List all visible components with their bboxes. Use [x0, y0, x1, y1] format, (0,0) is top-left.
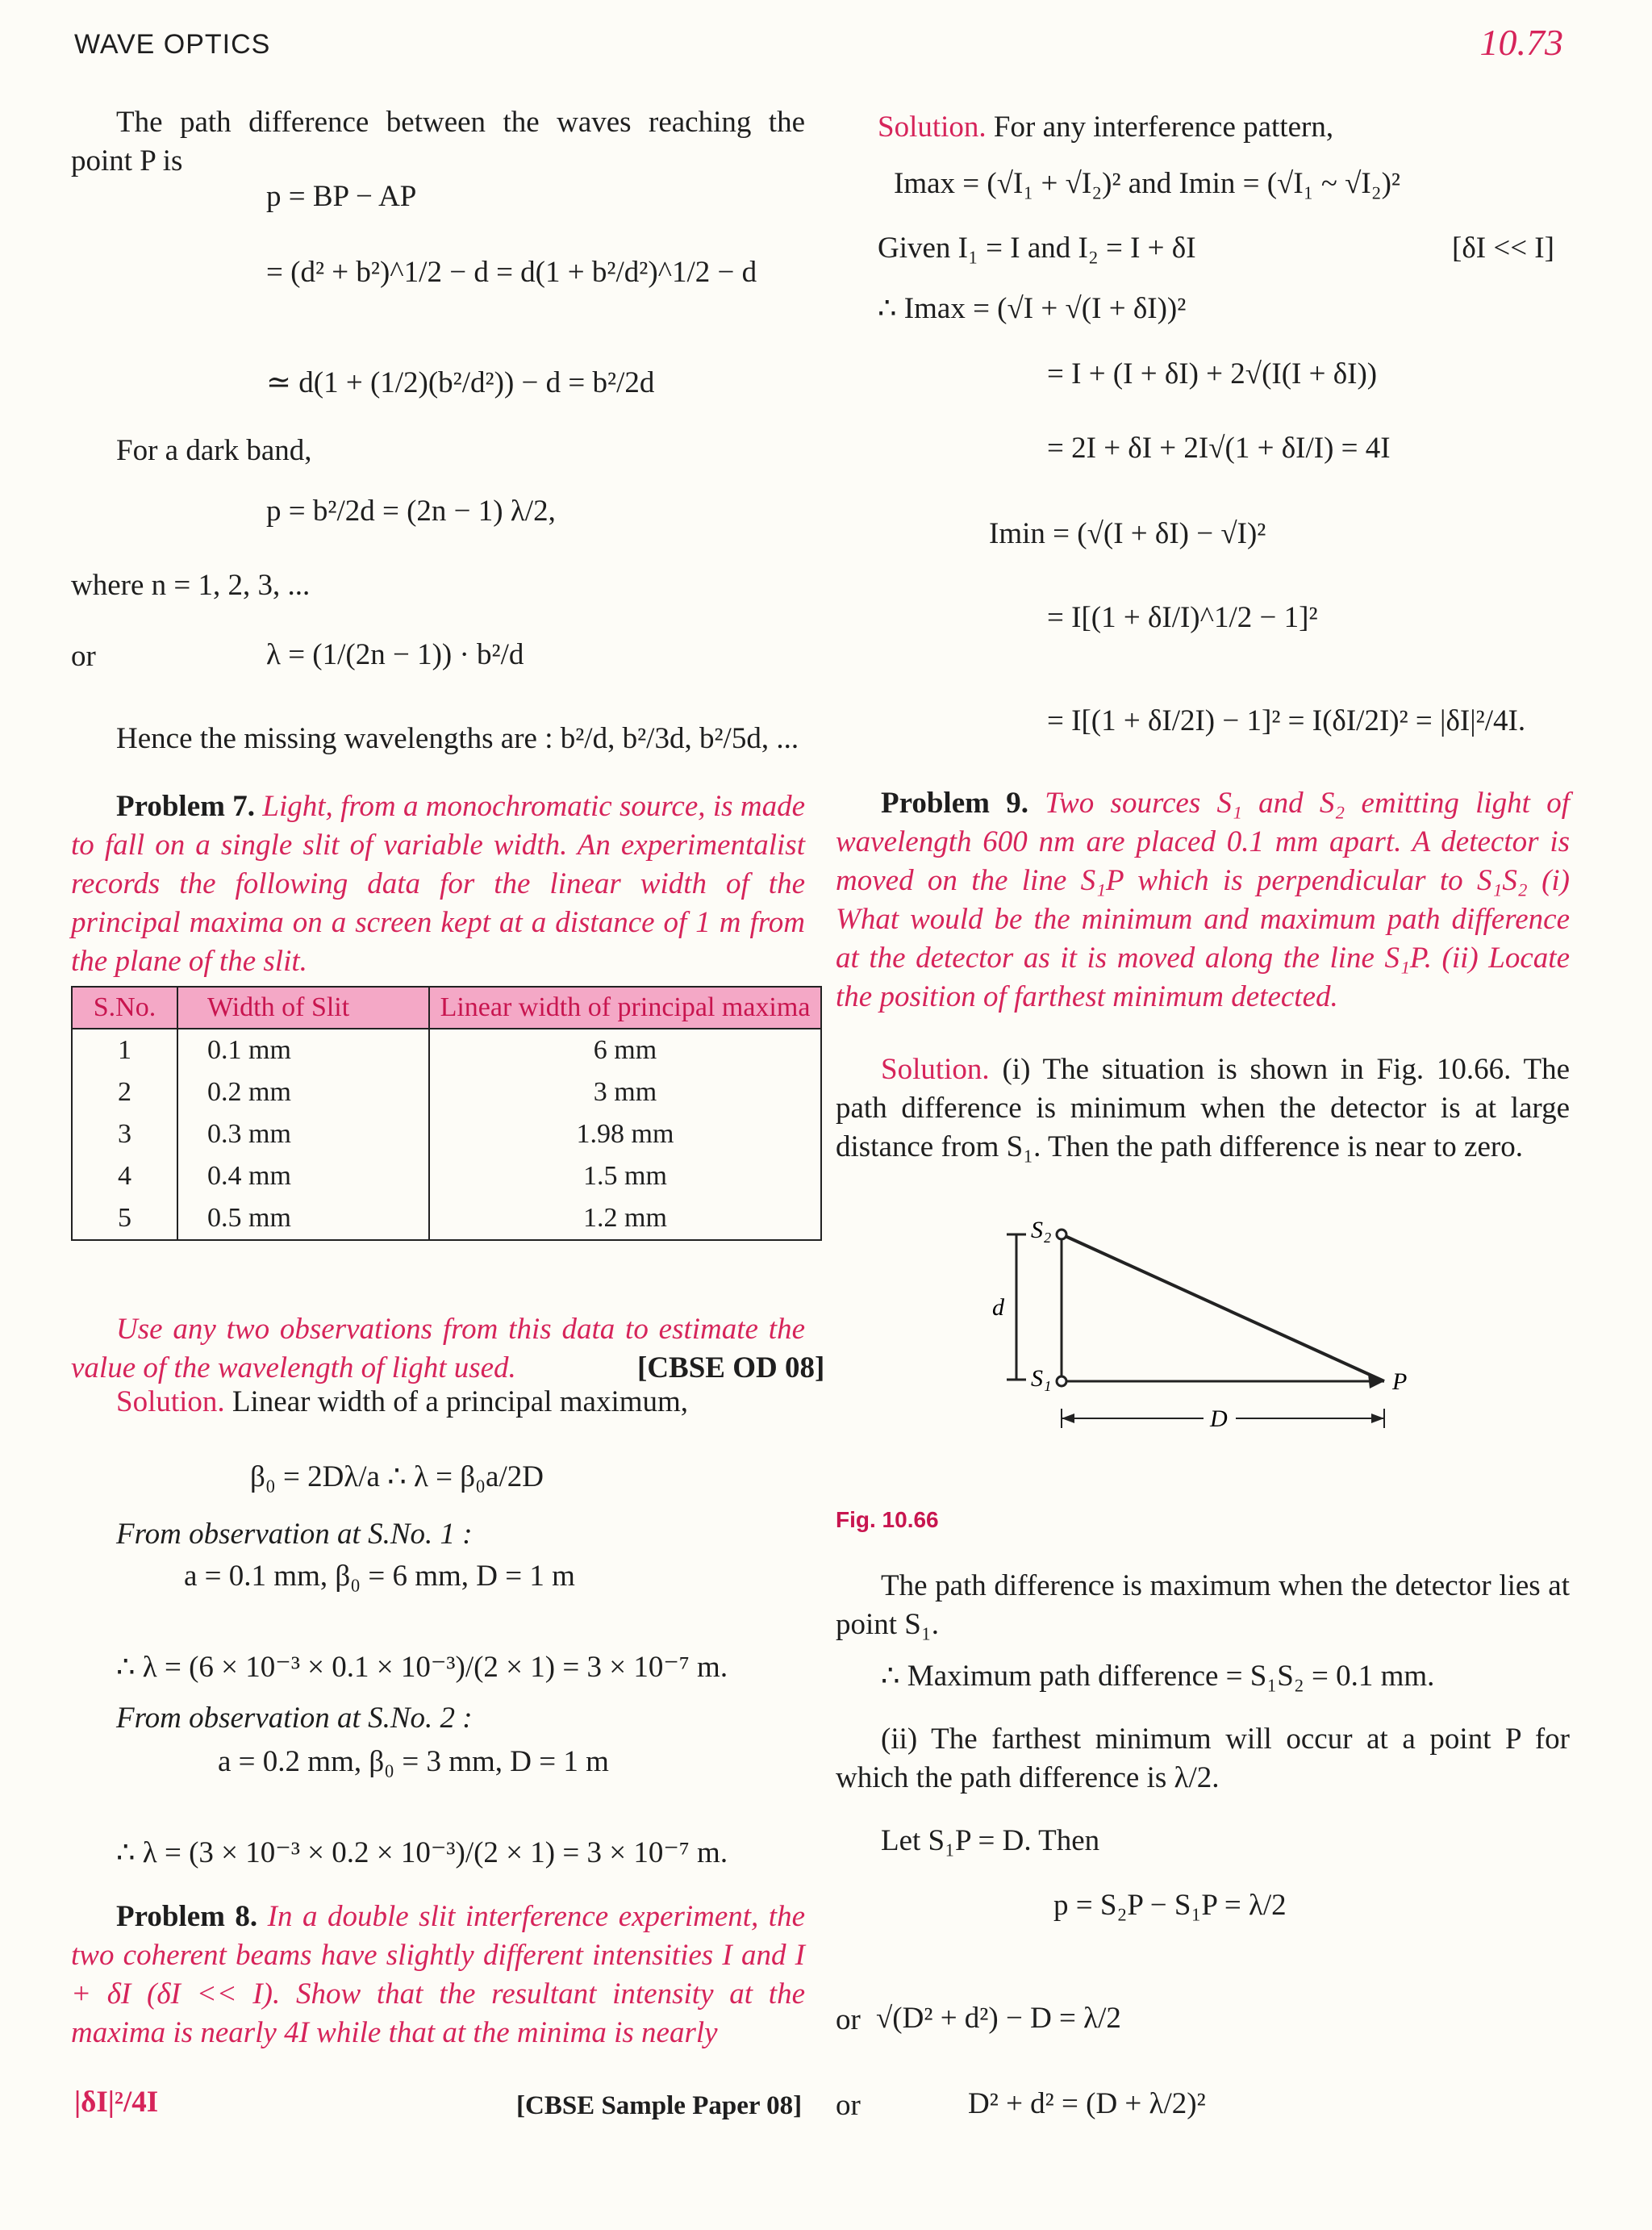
label-p: P: [1392, 1368, 1408, 1395]
calculation-1: ∴ λ = (6 × 10⁻³ × 0.1 × 10⁻³)/(2 × 1) = 3 × 10⁻⁷ m.: [116, 1651, 728, 1684]
given-note: [δI << I]: [1452, 232, 1554, 265]
or-word-left: or: [71, 640, 96, 673]
problem-9-text: Two sources S₁ and S₂ emitting light of wavelength 600 nm are placed 0.1 mm apart. A detector is moved on the line S₁P which is perpendicular to S₁S₂ (i) What would be the minimum and maximum path difference at the detector as it is moved along the line S₁P. (ii) Locate the position of farthest minimum detected.: [836, 787, 1570, 1013]
problem-8-reference: [CBSE Sample Paper 08]: [516, 2091, 803, 2120]
intro-text: The path difference between the waves reaching the point P is: [71, 106, 805, 177]
observation-1: From observation at S.No. 1 :: [116, 1518, 473, 1551]
let-text: Let S₁P = D. Then: [881, 1824, 1100, 1857]
table-cell: 1.5 mm: [429, 1155, 821, 1197]
maximum-text: The path difference is maximum when the detector lies at point S₁.: [836, 1569, 1570, 1641]
calculation-2: ∴ λ = (3 × 10⁻³ × 0.2 × 10⁻³)/(2 × 1) = 3 × 10⁻⁷ m.: [116, 1836, 728, 1869]
table-cell: 6 mm: [429, 1029, 821, 1071]
missing-wavelengths: Hence the missing wavelengths are : b²/d, b²/3d, b²/5d, ...: [116, 722, 799, 755]
problem-7-text: Light, from a monochromatic source, is made to fall on a single slit of variable width. An experimentalist records the following data for the linear width of the principal maxima on a screen kept at a distance of 1 m from the plane of the slit.: [71, 790, 806, 978]
equation-r6: = I[(1 + δI/2I) − 1]² = I(δI/2I)² = |δI|²/4I.: [1047, 704, 1526, 737]
given-text: Given I₁ = I and I₂ = I + δI: [878, 232, 1196, 265]
problem-8-label: Problem 8.: [116, 1900, 258, 1933]
where-text: where n = 1, 2, 3, ...: [71, 569, 311, 602]
problem-7-task: Use any two observations from this data to estimate the value of the wavelength of light used.: [71, 1313, 805, 1384]
equation-f2: √(D² + d²) − D = λ/2: [876, 2002, 1121, 2035]
equation-f3: D² + d² = (D + λ/2)²: [968, 2087, 1206, 2120]
figure-10-66: [984, 1210, 1436, 1485]
problem-8-text: In a double slit interference experiment, the two coherent beams have slightly different intensities I and I + δI (δI << I). Show that the resultant intensity at the maxima is nearly 4I while that at the minima is nearly: [71, 1900, 805, 2049]
table-cell: 1.98 mm: [429, 1113, 821, 1155]
table-row: [72, 1197, 821, 1240]
equation-imax-imin: Imax = (√I₁ + √I₂)² and Imin = (√I₁ ~ √I₂)²: [894, 167, 1401, 200]
solution-7-text: Linear width of a principal maximum,: [232, 1385, 689, 1418]
observation-2: From observation at S.No. 2 :: [116, 1702, 473, 1735]
equation-dark-band: p = b²/2d = (2n − 1) λ/2,: [266, 495, 556, 528]
or-word-right-2: or: [836, 2089, 861, 2122]
table-cell: 2: [72, 1071, 177, 1113]
solution-8-text: For any interference pattern,: [993, 111, 1334, 144]
solution-8: [878, 108, 1333, 147]
problem-7: [71, 787, 805, 981]
solution-8-label: Solution.: [878, 111, 987, 144]
equation-path-3: ≃ d(1 + (1/2)(b²/d²)) − d = b²/2d: [266, 366, 655, 399]
table-cell: 4: [72, 1155, 177, 1197]
problem-9-label: Problem 9.: [881, 787, 1028, 820]
equation-path-2: = (d² + b²)^1/2 − d = d(1 + b²/d²)^1/2 − d: [266, 256, 757, 289]
table-header-linear-width: Linear width of principal maxima: [429, 987, 821, 1029]
data-table: [71, 986, 822, 1241]
solution-7: [116, 1383, 688, 1422]
observation-1-values: a = 0.1 mm, β₀ = 6 mm, D = 1 m: [184, 1560, 575, 1593]
chapter-title: WAVE OPTICS: [74, 29, 271, 60]
figure-caption: Fig. 10.66: [836, 1507, 939, 1532]
solution-7-label: Solution.: [116, 1385, 225, 1418]
table-cell: 3: [72, 1113, 177, 1155]
table-cell: 5: [72, 1197, 177, 1240]
table-cell: 0.2 mm: [177, 1071, 429, 1113]
label-s1: S₁: [1031, 1365, 1052, 1392]
label-s2: S₂: [1031, 1217, 1052, 1243]
table-header-sno: S.No.: [72, 987, 177, 1029]
source-s1-dot: [1057, 1376, 1066, 1386]
part-2-text: (ii) The farthest minimum will occur at a point P for which the path difference is λ/2.: [836, 1723, 1570, 1794]
table-cell: 0.5 mm: [177, 1197, 429, 1240]
problem-8-fraction: |δI|²/4I: [74, 2086, 159, 2119]
solution-9-label: Solution.: [881, 1053, 990, 1086]
label-D: D: [1210, 1405, 1228, 1432]
table-cell: 1: [72, 1029, 177, 1071]
table-row: [72, 1071, 821, 1113]
solution-9-text: (i) The situation is shown in Fig. 10.66. The path difference is minimum when the detector is at large distance from S₁. Then the path difference is near to zero.: [836, 1053, 1571, 1163]
maximum-equation: ∴ Maximum path difference = S₁S₂ = 0.1 mm.: [881, 1660, 1435, 1693]
equation-r3: = 2I + δI + 2I√(1 + δI/I) = 4I: [1047, 432, 1391, 465]
or-word-right-1: or: [836, 2003, 861, 2036]
table-cell: 0.1 mm: [177, 1029, 429, 1071]
table-row: [72, 1029, 821, 1071]
table-cell: 3 mm: [429, 1071, 821, 1113]
page-number: 10.73: [1479, 22, 1563, 63]
problem-9: [836, 784, 1570, 1017]
table-cell: 0.3 mm: [177, 1113, 429, 1155]
equation-f1: p = S₂P − S₁P = λ/2: [1053, 1889, 1287, 1922]
dark-band-text: For a dark band,: [116, 434, 312, 467]
problem-8: [71, 1898, 805, 2053]
source-s2-dot: [1057, 1230, 1066, 1239]
equation-path-1: p = BP − AP: [266, 180, 417, 213]
equation-r4: Imin = (√(I + δI) − √I)²: [989, 517, 1266, 550]
table-row: [72, 1113, 821, 1155]
equation-r5: = I[(1 + δI/I)^1/2 − 1]²: [1047, 601, 1318, 634]
table-row: [72, 1155, 821, 1197]
table-cell: 1.2 mm: [429, 1197, 821, 1240]
problem-7-reference: [CBSE OD 08]: [637, 1351, 825, 1384]
equation-beta: β₀ = 2Dλ/a ∴ λ = β₀a/2D: [250, 1460, 544, 1493]
s2-p-line: [1062, 1234, 1384, 1381]
equation-r2: = I + (I + δI) + 2√(I(I + δI)): [1047, 357, 1378, 390]
label-d: d: [992, 1294, 1004, 1321]
equation-lambda: λ = (1/(2n − 1)) · b²/d: [266, 638, 524, 671]
observation-2-values: a = 0.2 mm, β₀ = 3 mm, D = 1 m: [218, 1745, 609, 1778]
solution-9: [836, 1050, 1570, 1167]
table-cell: 0.4 mm: [177, 1155, 429, 1197]
equation-r1: ∴ Imax = (√I + √(I + δI))²: [878, 292, 1187, 325]
problem-7-label: Problem 7.: [116, 790, 256, 823]
table-header-width: Width of Slit: [177, 987, 429, 1029]
